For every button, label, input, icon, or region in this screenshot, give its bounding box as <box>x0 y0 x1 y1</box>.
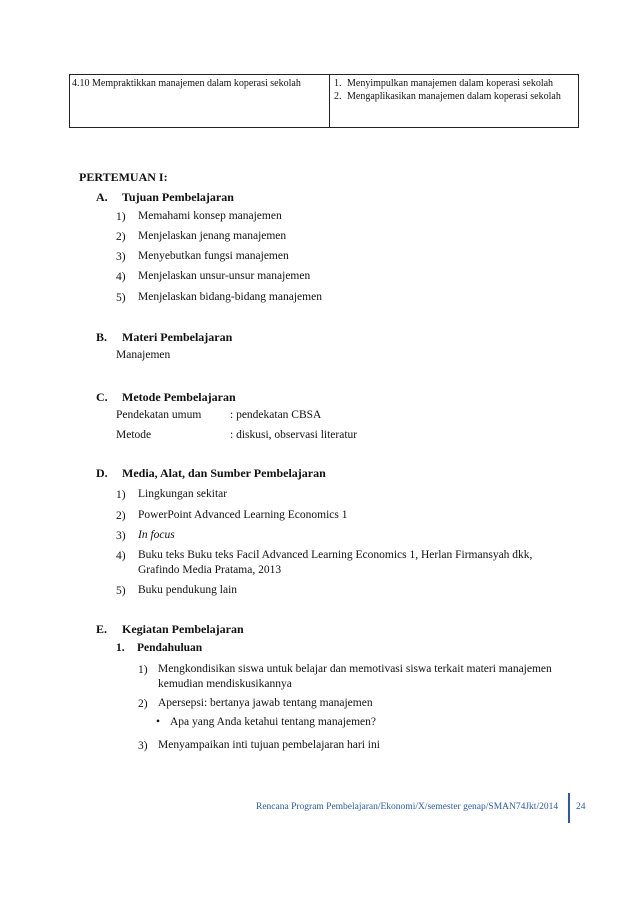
list-number: 5) <box>116 585 126 597</box>
list-number: 3) <box>116 251 126 263</box>
list-item-continuation: Grafindo Media Pratama, 2013 <box>138 564 282 576</box>
section-c-title: Metode Pembelajaran <box>122 390 236 404</box>
meeting-title: PERTEMUAN I: <box>79 170 168 184</box>
list-item: Mengkondisikan siswa untuk belajar dan memotivasi siswa terkait materi manajemen <box>158 663 552 675</box>
list-number: 1) <box>116 211 126 223</box>
section-d-title: Media, Alat, dan Sumber Pembelajaran <box>122 466 326 480</box>
footer-text: Rencana Program Pembelajaran/Ekonomi/X/semester genap/SMAN74Jkt/2014 <box>256 802 559 812</box>
list-item-continuation: kemudian mendiskusikannya <box>158 678 292 690</box>
section-c-letter: C. <box>96 390 108 404</box>
indicator-cell <box>330 75 578 127</box>
list-item: PowerPoint Advanced Learning Economics 1 <box>138 509 348 521</box>
list-item: Menjelaskan bidang-bidang manajemen <box>138 291 322 303</box>
subsection-number: 1. <box>116 642 125 654</box>
competency-table <box>69 74 579 128</box>
list-item: Menyampaikan inti tujuan pembelajaran hari ini <box>158 739 380 751</box>
indicator-number: 2. <box>334 90 342 102</box>
method-value: : diskusi, observasi literatur <box>230 429 358 441</box>
basic-competency-cell: 4.10 Mempraktikkan manajemen dalam koperasi sekolah <box>70 75 330 127</box>
indicator-number: 1. <box>334 78 342 89</box>
list-number: 2) <box>138 698 148 710</box>
page-number: 24 <box>576 802 586 812</box>
list-item: In focus <box>138 529 175 541</box>
section-b-content: Manajemen <box>116 349 171 361</box>
list-item: Buku pendukung lain <box>138 584 238 596</box>
list-item: Lingkungan sekitar <box>138 488 228 500</box>
footer-divider <box>568 793 570 823</box>
list-item: Apersepsi: bertanya jawab tentang manajemen <box>158 697 373 709</box>
section-b-title: Materi Pembelajaran <box>122 330 233 344</box>
list-item: Memahami konsep manajemen <box>138 210 282 222</box>
list-number: 4) <box>116 271 126 283</box>
section-a-title: Tujuan Pembelajaran <box>122 190 234 204</box>
list-number: 2) <box>116 231 126 243</box>
method-label: Metode <box>116 429 152 441</box>
list-number: 1) <box>116 489 126 501</box>
section-d-letter: D. <box>96 466 108 480</box>
list-item: Buku teks Buku teks Facil Advanced Learning Economics 1, Herlan Firmansyah dkk, <box>138 549 533 561</box>
section-e-title: Kegiatan Pembelajaran <box>122 622 244 636</box>
indicator-text: Menyimpulkan manajemen dalam koperasi sekolah <box>347 78 554 89</box>
section-a-letter: A. <box>96 190 108 204</box>
method-value: : pendekatan CBSA <box>230 409 322 421</box>
method-label: Pendekatan umum <box>116 409 202 421</box>
indicator-item <box>334 91 574 104</box>
subsection-title: Pendahuluan <box>137 642 203 654</box>
list-item: Menyebutkan fungsi manajemen <box>138 250 289 262</box>
indicator-text: Mengaplikasikan manajemen dalam koperasi sekolah <box>347 90 561 102</box>
list-item: Menjelaskan jenang manajemen <box>138 230 287 242</box>
list-number: 3) <box>116 530 126 542</box>
list-number: 4) <box>116 550 126 562</box>
section-b-letter: B. <box>96 330 108 344</box>
bullet-item: Apa yang Anda ketahui tentang manajemen? <box>170 716 376 728</box>
list-item: Menjelaskan unsur-unsur manajemen <box>138 270 311 282</box>
section-e-letter: E. <box>96 622 108 636</box>
indicator-item <box>334 78 574 91</box>
bullet-icon: • <box>156 716 161 728</box>
list-number: 5) <box>116 292 126 304</box>
list-number: 1) <box>138 664 148 676</box>
list-number: 3) <box>138 740 148 752</box>
list-number: 2) <box>116 510 126 522</box>
